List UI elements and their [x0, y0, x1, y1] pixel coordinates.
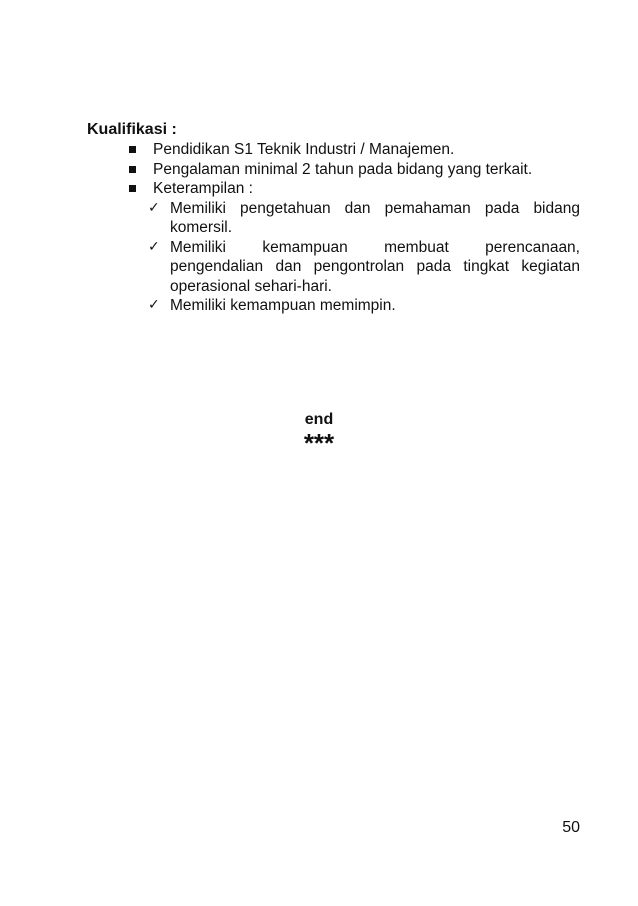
checkmark-icon: ✓	[148, 238, 160, 255]
end-stars: ***	[303, 428, 335, 458]
list-item	[120, 140, 580, 160]
checkmark-icon: ✓	[148, 297, 160, 313]
list-item	[120, 160, 580, 180]
sublist-item	[145, 199, 580, 238]
page-number: 50	[562, 819, 580, 836]
sublist-item	[145, 296, 580, 316]
sublist-item	[145, 238, 580, 297]
sublist-item-text: Memiliki kemampuan memimpin.	[170, 297, 396, 314]
list-item-text: Keterampilan :	[153, 180, 253, 197]
sublist-item-text: Memiliki pengetahuan dan pemahaman pada bidang komersil.	[170, 199, 580, 236]
square-bullet-icon	[129, 166, 136, 173]
skills-sublist	[145, 199, 580, 316]
checkmark-icon: ✓	[148, 199, 160, 216]
list-item-text: Pengalaman minimal 2 tahun pada bidang yang terkait.	[153, 160, 533, 178]
square-bullet-icon	[129, 185, 136, 192]
list-item	[120, 179, 580, 316]
list-item-text: Pendidikan S1 Teknik Industri / Manajemen.	[153, 141, 455, 158]
section-heading: Kualifikasi :	[87, 121, 177, 138]
square-bullet-icon	[129, 146, 136, 153]
qualification-list	[120, 140, 580, 316]
end-label: end	[304, 411, 334, 428]
sublist-item-text: Memiliki kemampuan membuat perencanaan, pengendalian dan pengontrolan pada tingkat kegiatan operasional sehari-hari.	[170, 238, 580, 295]
